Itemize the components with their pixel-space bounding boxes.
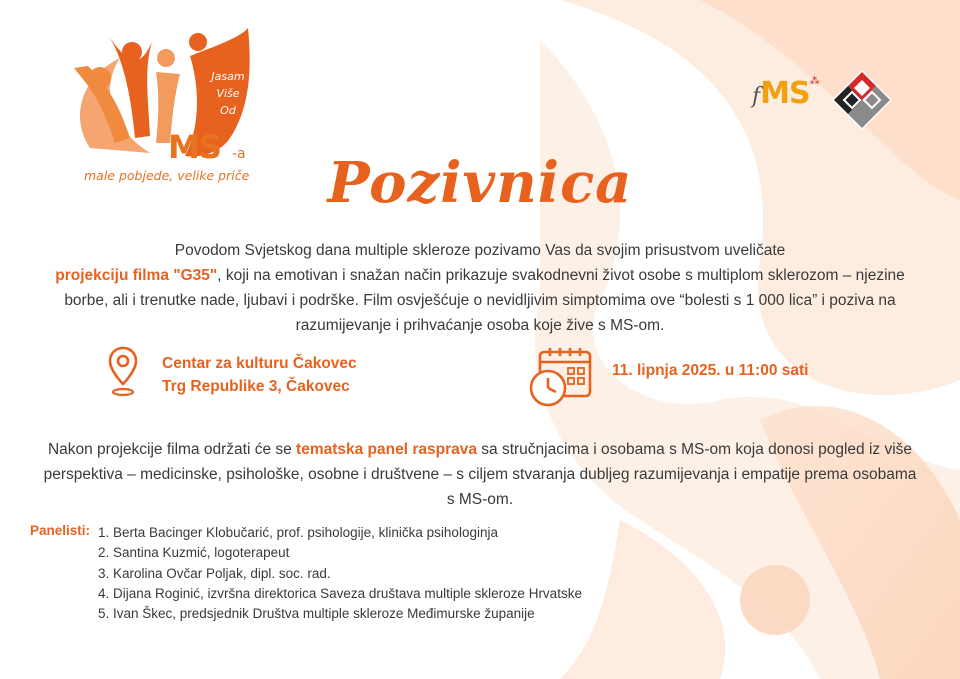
list-item: 4. Dijana Roginić, izvršna direktorica Saveza društava multiple skleroze Hrvatske <box>98 585 582 601</box>
venue-name: Centar za kulturu Čakovec <box>162 355 357 372</box>
logo-suffix: -a <box>232 146 246 162</box>
fms-logo <box>752 76 820 120</box>
venue-info <box>162 352 357 398</box>
intro-paragraph <box>40 238 920 338</box>
panel-text-end: sa stručnjacima i osobama s MS-om koja donosi pogled iz više perspektiva – medicinske, psihološke, osobne i društvene – s ciljem stvaranja dubljeg razumijevanja i empatije prema osobama s MS-om. <box>43 441 917 508</box>
logo-tagline: male pobjede, velike priče <box>84 168 250 183</box>
panel-paragraph <box>40 437 920 512</box>
intro-text-start: Povodom Svjetskog dana multiple skleroze pozivamo Vas da svojim prisustvom uveličate <box>174 242 786 259</box>
panelists-label: Panelisti: <box>30 523 91 538</box>
intro-text-end: , koji na emotivan i snažan način prikazuje svakodnevni život osobe s multiplom sklerozom – njezine borbe, ali i trenutke nade, ljubavi i podrške. Film osvješćuje o nevidljivim simptomima ove “bolesti s 1 000 lica” i poziva na razumijevanje i prihvaćanje osoba koje žive s MS-om. <box>64 267 905 334</box>
page-title: Pozivnica <box>327 150 633 216</box>
diamond-pattern-logo-icon <box>830 68 894 132</box>
fms-logo-ms: MS <box>760 76 810 111</box>
film-highlight: projekciju filma "G35" <box>55 267 218 284</box>
venue-address: Trg Republike 3, Čakovec <box>162 378 350 395</box>
panel-text-start: Nakon projekcije filma održati će se <box>47 441 297 458</box>
logo-vertical-text: Jasam Više Od <box>211 70 245 117</box>
list-item: 5. Ivan Škec, predsjednik Društva multiple skleroze Međimurske županije <box>98 606 535 622</box>
event-date: 11. lipnja 2025. u 11:00 sati <box>612 362 809 379</box>
list-item: 1. Berta Bacinger Klobučarić, prof. psihologije, klinička psihologinja <box>98 525 498 540</box>
panel-highlight: tematska panel rasprava <box>296 441 477 458</box>
panelists-list <box>98 523 582 624</box>
logo-ms-text: MS <box>168 128 221 166</box>
fms-logo-f: f <box>752 84 761 109</box>
fms-logo-mark: ⁂ <box>809 76 820 87</box>
list-item: 2. Santina Kuzmić, logoterapeut <box>98 545 290 561</box>
calendar-clock-icon <box>528 346 594 408</box>
list-item: 3. Karolina Ovčar Poljak, dipl. soc. rad. <box>98 565 331 581</box>
location-pin-icon <box>107 346 139 398</box>
